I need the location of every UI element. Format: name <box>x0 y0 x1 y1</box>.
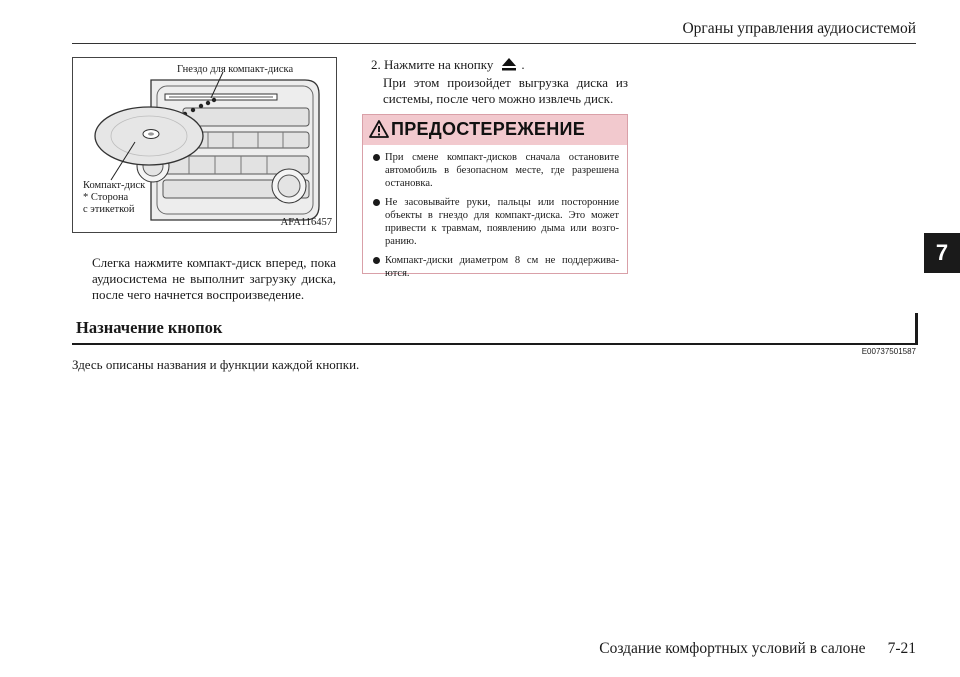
disc-label-line: с этикеткой <box>83 204 135 215</box>
caution-item-text: При смене компакт-дисков сначала остановите автомобиль в безопасном месте, где разрешена остановка. <box>385 152 619 189</box>
cd-loading-figure <box>72 57 337 233</box>
caution-item <box>373 254 619 280</box>
step-2 <box>371 57 628 107</box>
caution-item-text: Компакт-диски диаметром 8 см не поддержива-ются. <box>385 255 619 279</box>
section-heading-bar <box>915 313 918 345</box>
caution-item <box>373 151 619 190</box>
figure-code: AFA116457 <box>280 217 332 228</box>
step-2-text: При этом произойдет выгрузка диска из системы, после чего можно извлечь диск. <box>383 75 628 106</box>
cd-insert-instruction: Слегка нажмите компакт-диск вперед, пока аудиосистема не выполнит загрузку диска, после чего начнется воспроизведение. <box>92 255 336 302</box>
step-2-suffix: . <box>521 57 525 72</box>
step-2-line <box>371 57 628 75</box>
footer-chapter-title: Создание комфортных условий в салоне <box>599 640 866 657</box>
page-footer <box>599 640 916 658</box>
section-code: E00737501587 <box>861 347 916 356</box>
page-header-title: Органы управления аудиосистемой <box>682 20 916 37</box>
header-rule <box>72 43 916 44</box>
disc-label-line: * Сторона <box>83 192 129 203</box>
caution-title: ПРЕДОСТЕРЕЖЕНИЕ <box>391 119 586 139</box>
bullet-icon <box>373 154 380 161</box>
bullet-icon <box>373 257 380 264</box>
step-2-prefix: 2. Нажмите на кнопку <box>371 57 494 72</box>
eject-icon <box>501 57 517 75</box>
caution-header <box>363 115 627 145</box>
disc-label <box>83 180 145 216</box>
section-heading-rule <box>72 343 918 345</box>
bullet-icon <box>373 199 380 206</box>
warning-triangle-icon <box>369 120 389 143</box>
chapter-tab: 7 <box>924 233 960 273</box>
caution-list <box>373 151 619 286</box>
caution-box <box>362 114 628 279</box>
section-title: Назначение кнопок <box>76 318 223 337</box>
page-number: 7-21 <box>887 640 916 657</box>
cd-slot-label: Гнездо для компакт-диска <box>177 64 294 75</box>
caution-item <box>373 196 619 248</box>
section-text: Здесь описаны названия и функции каждой кнопки. <box>72 357 360 372</box>
disc-label-line: Компакт-диск <box>83 180 146 191</box>
caution-item-text: Не засовывайте руки, пальцы или посторонние объекты в гнездо для компакт-диска. Это может привести к травмам, появлению дыма или возго-ранию. <box>385 197 619 247</box>
section-heading <box>72 313 918 345</box>
